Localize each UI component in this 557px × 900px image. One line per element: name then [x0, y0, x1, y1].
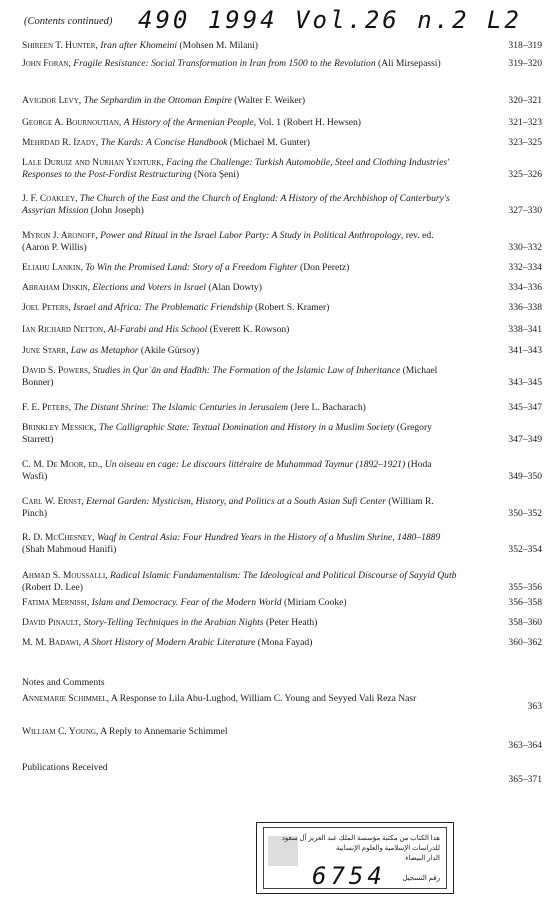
entry-title: Islam and Democracy. Fear of the Modern World [91, 597, 282, 608]
entry-pages: 341–343 [508, 345, 542, 356]
handwritten-note: 490 1994 Vol.26 n.2 L2 [138, 6, 522, 34]
entry-pages: 356–358 [508, 597, 542, 608]
note-entry [22, 693, 542, 712]
note-title: A Response to Lila Abu-Lughod, William C. Young and Seyyed Vali Reza Nasr [109, 693, 417, 704]
entry-pages: 323–325 [508, 137, 542, 148]
entry-reviewer: (Peter Heath) [263, 617, 318, 628]
entry-title: Power and Ritual in the Israel Labor Party: A Study in Political Anthropology [100, 230, 401, 241]
entry-author: Avigdor Levy, [22, 95, 82, 106]
review-entry [22, 58, 542, 70]
entry-reviewer: (Don Peretz) [297, 262, 350, 273]
entry-text [22, 302, 457, 314]
note-pages: 363 [527, 701, 542, 712]
entry-author: David S. Powers, [22, 365, 91, 376]
entry-pages: 327–330 [508, 205, 542, 216]
entry-pages: 355–356 [508, 582, 542, 593]
entry-text [22, 459, 457, 483]
entry-text [22, 58, 457, 70]
entry-author: Shireen T. Hunter, [22, 40, 98, 51]
entry-text [22, 117, 457, 129]
entry-author: Lale Duruiz and Nurhan Yenturk, [22, 157, 164, 168]
stamp-line-2: للدراسات الإسلامية والعلوم الإنسانية [335, 844, 440, 852]
entry-pages: 345–347 [508, 402, 542, 413]
entry-text [22, 422, 457, 446]
note-text [22, 693, 457, 705]
entry-text [22, 282, 457, 294]
entry-reviewer: (William R. Pinch) [22, 496, 434, 519]
entry-text [22, 496, 457, 520]
entry-text [22, 157, 457, 181]
entry-pages: 338–341 [508, 324, 542, 335]
note-title: A Reply to Annemarie Schimmel [98, 726, 228, 737]
entry-author: M. M. Badawi, [22, 637, 81, 648]
entry-author: Ian Richard Netton, [22, 324, 106, 335]
entry-title: Iran after Khomeini [100, 40, 177, 51]
stamp-line-1: هدا الكتاب من مكتبة مؤسسة الملك عبد العزيز آل سعود [281, 834, 440, 842]
entry-pages: 336–338 [508, 302, 542, 313]
review-entry [22, 302, 542, 314]
entry-title: The Distant Shrine: The Islamic Centuries in Jerusalem [73, 402, 289, 413]
entry-author: Carl W. Ernst, [22, 496, 84, 507]
entry-pages: 349–350 [508, 471, 542, 482]
entry-reviewer: (Jere L. Bacharach) [288, 402, 366, 413]
entry-author: David Pinault, [22, 617, 82, 628]
entry-title: Facing the Challenge: Turkish Automobile, Steel and Clothing Industries' Responses to the Post-Fordist Restructuring [22, 157, 450, 180]
entry-title: Elections and Voters in Israel [92, 282, 206, 293]
entry-reviewer: , Vol. 1 (Robert H. Hewsen) [253, 117, 361, 128]
entry-title: The Sephardim in the Ottoman Empire [83, 95, 232, 106]
review-entry [22, 365, 542, 389]
entry-author: Joel Peters, [22, 302, 71, 313]
entry-pages: 352–354 [508, 544, 542, 555]
entry-title: Radical Islamic Fundamentalism: The Ideological and Political Discourse of Sayyid Qutb [110, 570, 457, 581]
entry-pages: 319–320 [508, 58, 542, 69]
review-entry [22, 324, 542, 336]
publications-label: Publications Received [22, 762, 108, 773]
entry-author: Myron J. Aronoff, [22, 230, 98, 241]
entry-title: Studies in Qurʾān and Ḥadīth: The Formation of the Islamic Law of Inheritance [92, 365, 401, 376]
review-entry [22, 496, 542, 520]
entry-title: The Calligraphic State: Textual Domination and History in a Muslim Society [98, 422, 395, 433]
publications-received [22, 762, 542, 785]
entry-text [22, 365, 457, 389]
publications-pages: 365–371 [508, 774, 542, 785]
entry-text [22, 532, 457, 556]
review-entry [22, 137, 542, 149]
entry-title: Eternal Garden: Mysticism, History, and Politics at a South Asian Sufi Center [86, 496, 386, 507]
entry-reviewer: (Hoda Wasfi) [22, 459, 432, 482]
entry-title: Al-Farabi and His School [107, 324, 208, 335]
entry-author: Ahmad S. Moussalli, [22, 570, 108, 581]
entry-reviewer: (Mona Fayad) [255, 637, 313, 648]
note-text [22, 726, 457, 738]
stamp-registration-number: 6754 [312, 862, 386, 889]
entry-title: Law as Metaphor [70, 345, 139, 356]
entry-pages: 332–334 [508, 262, 542, 273]
entry-title: A History of the Armenian People [123, 117, 254, 128]
review-entry [22, 40, 542, 52]
entry-text [22, 402, 457, 414]
entry-pages: 318–319 [508, 40, 542, 51]
entry-title: Un oiseau en cage: Le discours littéraire de Muhammad Taymur (1892–1921) [104, 459, 406, 470]
entry-pages: 321–323 [508, 117, 542, 128]
entry-title: The Church of the East and the Church of England: A History of the Archbishop of Canterbury's Assyrian Mission [22, 193, 450, 216]
review-entry [22, 422, 542, 446]
entry-reviewer: (Michael M. Gunter) [227, 137, 310, 148]
entry-reviewer: (Alan Dowty) [205, 282, 262, 293]
entry-author: John Foran, [22, 58, 71, 69]
entry-reviewer: (Robert S. Kramer) [252, 302, 330, 313]
entry-text [22, 95, 457, 107]
review-entry [22, 637, 542, 649]
entry-text [22, 262, 457, 274]
entry-reviewer: (Miriam Cooke) [281, 597, 347, 608]
notes-heading: Notes and Comments [22, 677, 105, 688]
review-entry [22, 95, 542, 107]
entry-text [22, 637, 457, 649]
entry-pages: 360–362 [508, 637, 542, 648]
entry-pages: 334–336 [508, 282, 542, 293]
entry-reviewer: (Everett K. Rowson) [207, 324, 290, 335]
contents-continued-label: (Contents continued) [24, 16, 113, 27]
review-entry [22, 282, 542, 294]
entry-title: Fragile Resistance: Social Transformation in Iran from 1500 to the Revolution [73, 58, 376, 69]
entry-title: Story-Telling Techniques in the Arabian Nights [83, 617, 264, 628]
entry-text [22, 137, 457, 149]
review-entry [22, 402, 542, 414]
review-entry [22, 617, 542, 629]
entry-title: To Win the Promised Land: Story of a Freedom Fighter [85, 262, 298, 273]
entry-reviewer: (Mohsen M. Milani) [176, 40, 258, 51]
entry-reviewer: (Robert D. Lee) [22, 582, 84, 593]
entry-reviewer: (Gregory Starrett) [22, 422, 432, 445]
entry-author: Fatima Mernissi, [22, 597, 90, 608]
entry-author: C. M. De Moor, ed., [22, 459, 103, 470]
entry-text [22, 617, 457, 629]
entry-reviewer: (Akile Gürsoy) [138, 345, 200, 356]
entry-text [22, 193, 457, 217]
entry-reviewer: (Michael Bonner) [22, 365, 438, 388]
entry-author: Eliahu Lankin, [22, 262, 83, 273]
stamp-frame [263, 827, 447, 889]
entry-pages: 330–332 [508, 242, 542, 253]
review-entry [22, 345, 542, 357]
entry-author: F. E. Peters, [22, 402, 72, 413]
entry-title: Waqf in Central Asia: Four Hundred Years in the History of a Muslim Shrine, 1480–1889 [96, 532, 441, 543]
entry-reviewer: (Nora Şeni) [191, 169, 240, 180]
library-stamp [256, 822, 454, 894]
entry-author: Abraham Diskin, [22, 282, 91, 293]
review-entry [22, 262, 542, 274]
entry-pages: 347–349 [508, 434, 542, 445]
entry-pages: 343–345 [508, 377, 542, 388]
review-entry [22, 157, 542, 181]
entry-author: Brinkley Messick, [22, 422, 97, 433]
entry-text [22, 324, 457, 336]
review-entry [22, 532, 542, 556]
review-entry [22, 230, 542, 254]
stamp-line-3: الدار البيضاء [405, 854, 440, 862]
entry-text [22, 230, 457, 254]
entry-text [22, 597, 457, 609]
note-author: William C. Young, [22, 726, 99, 737]
page-header [18, 8, 547, 38]
entry-text [22, 345, 457, 357]
entry-pages: 350–352 [508, 508, 542, 519]
review-entry [22, 117, 542, 129]
entry-reviewer: (Walter F. Weiker) [231, 95, 306, 106]
note-author: Annemarie Schimmel, [22, 693, 110, 704]
note-entry [22, 726, 542, 751]
entry-reviewer: (Shah Mahmoud Hanifi) [22, 544, 117, 555]
entry-author: Mehrdad R. Izady, [22, 137, 99, 148]
entry-pages: 325–326 [508, 169, 542, 180]
entry-title: A Short History of Modern Arabic Literature [83, 637, 256, 648]
entry-text [22, 570, 457, 594]
entry-pages: 358–360 [508, 617, 542, 628]
entry-reviewer: (Ali Mirsepassi) [375, 58, 441, 69]
entry-text [22, 40, 457, 52]
entry-title: Israel and Africa: The Problematic Friendship [73, 302, 253, 313]
entry-author: June Starr, [22, 345, 69, 356]
entry-title: The Kurds: A Concise Handbook [100, 137, 228, 148]
stamp-line-4: رقم التسجيل [402, 874, 440, 882]
review-entry [22, 570, 542, 594]
entry-author: George A. Bournoutian, [22, 117, 122, 128]
review-entry [22, 193, 542, 217]
entry-reviewer: , rev. ed. (Aaron P. Willis) [22, 230, 434, 253]
review-entry [22, 597, 542, 609]
note-pages: 363–364 [508, 740, 542, 751]
review-entry [22, 459, 542, 483]
entry-reviewer: (John Joseph) [88, 205, 144, 216]
entry-author: J. F. Coakley, [22, 193, 78, 204]
entry-author: R. D. McChesney, [22, 532, 95, 543]
entry-pages: 320–321 [508, 95, 542, 106]
